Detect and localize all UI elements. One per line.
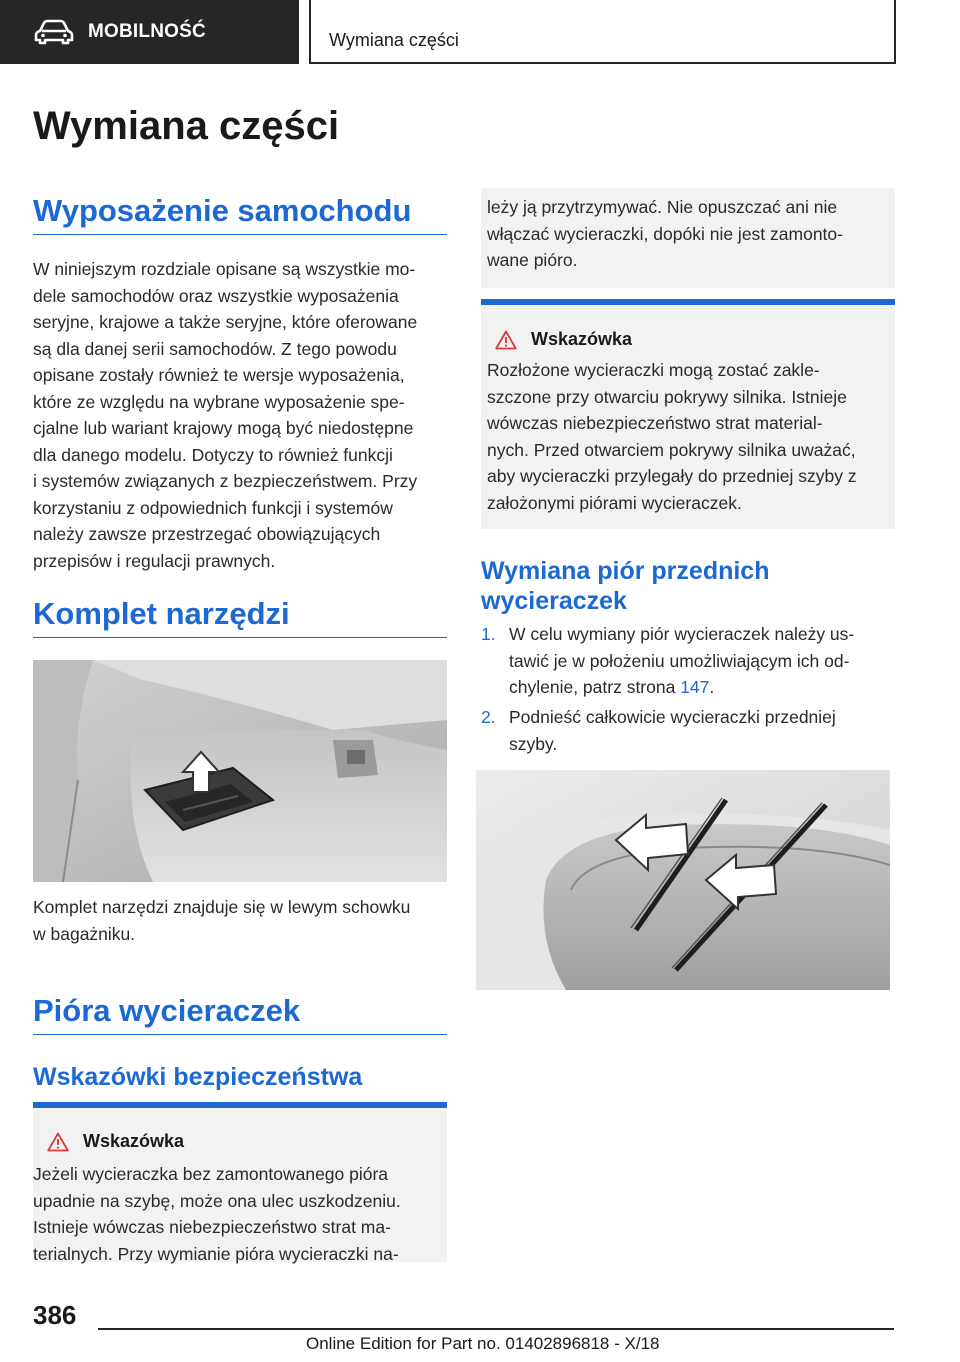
text-line: korzystaniu z odpowiednich funkcji i systemów bbox=[33, 497, 393, 518]
footer-rule bbox=[98, 1328, 894, 1330]
warning-label: Wskazówka bbox=[531, 329, 633, 349]
text-line: są dla danej serii samochodów. Z tego powodu bbox=[33, 338, 397, 359]
text-line: szyby. bbox=[509, 733, 558, 754]
text-line: przepisów i regulacji prawnych. bbox=[33, 550, 276, 571]
warning-box-bar bbox=[481, 299, 895, 305]
text-line: seryjne, krajowe a także seryjne, które oferowane bbox=[33, 312, 418, 332]
text-line: należy zawsze przestrzegać obowiązujących bbox=[33, 524, 381, 544]
warning-text bbox=[33, 1161, 447, 1267]
equipment-paragraph bbox=[33, 256, 453, 574]
header-chapter-tab bbox=[309, 0, 896, 64]
text-line: dele samochodów oraz wszystkie wyposażenia bbox=[33, 285, 399, 306]
text-line: leży ją przytrzymywać. Nie opuszczać ani nie bbox=[487, 197, 838, 217]
wiper-image bbox=[476, 770, 890, 990]
text-line: włączać wycieraczki, dopóki nie jest zamonto‐ bbox=[487, 223, 843, 244]
footer-edition: Online Edition for Part no. 01402896818 - X/18 bbox=[306, 1334, 660, 1353]
page-number: 386 bbox=[33, 1300, 77, 1330]
warning-triangle-icon bbox=[495, 330, 517, 350]
text-line: i systemów związanych z bezpieczeństwem. Przy bbox=[33, 471, 418, 491]
warning-box bbox=[481, 299, 895, 529]
heading-line: Wymiana piór przednich bbox=[481, 557, 770, 585]
text-line: tawić je w położeniu umożliwiającym ich od‐ bbox=[509, 650, 850, 671]
text-line bbox=[509, 674, 895, 701]
heading-replace-wipers bbox=[481, 556, 769, 616]
step-item bbox=[481, 704, 895, 757]
trunk-toolkit-image bbox=[33, 660, 447, 882]
car-icon bbox=[34, 19, 74, 45]
header-chapter-label: Wymiana części bbox=[329, 30, 459, 50]
text-line: opisane zostały również te wersje wyposażenia, bbox=[33, 365, 405, 385]
warning-triangle-icon bbox=[47, 1132, 69, 1152]
text-fragment: chylenie, patrz strona bbox=[509, 677, 681, 697]
step-number: 2. bbox=[481, 707, 496, 727]
text-line: W niniejszym rozdziale opisane są wszystkie mo‐ bbox=[33, 259, 416, 279]
heading-toolkit: Komplet narzędzi bbox=[33, 596, 290, 631]
step-item bbox=[481, 621, 895, 701]
text-line: Komplet narzędzi znajduje się w lewym schowku bbox=[33, 897, 411, 917]
toolkit-paragraph bbox=[33, 894, 453, 947]
warning-header bbox=[495, 329, 632, 350]
page-reference-link[interactable]: 147 bbox=[680, 677, 710, 697]
text-line: aby wycieraczki przylegały do przedniej szyby z bbox=[487, 466, 857, 486]
heading-wipers: Pióra wycieraczek bbox=[33, 993, 301, 1028]
text-line: wówczas niebezpieczeństwo strat material‐ bbox=[487, 413, 823, 433]
text-line: Rozłożone wycieraczki mogą zostać zakle‐ bbox=[487, 360, 820, 380]
warning-box-bar bbox=[33, 1102, 447, 1108]
warning-text bbox=[487, 194, 897, 274]
text-line: Istnieje wówczas niebezpieczeństwo strat ma‐ bbox=[33, 1217, 391, 1237]
warning-label: Wskazówka bbox=[83, 1131, 185, 1151]
text-line: szczone przy otwarciu pokrywy silnika. Istnieje bbox=[487, 386, 847, 407]
heading-line: wycieraczek bbox=[481, 587, 627, 615]
text-line: dla danego modelu. Dotyczy to również funkcji bbox=[33, 444, 393, 465]
text-line: wane pióro. bbox=[487, 250, 578, 270]
heading-rule bbox=[33, 637, 447, 638]
text-line: terialnych. Przy wymianie pióra wycieraczki na‐ bbox=[33, 1243, 399, 1264]
heading-rule bbox=[33, 234, 447, 235]
header-section-label: MOBILNOŚĆ bbox=[88, 21, 206, 42]
heading-equipment: Wyposażenie samochodu bbox=[33, 193, 412, 228]
text-line: które ze względu na wybrane wyposażenie spe‐ bbox=[33, 391, 405, 412]
text-fragment: . bbox=[709, 677, 715, 697]
header-section-tab bbox=[0, 0, 299, 64]
text-line: nych. Przed otwarciem pokrywy silnika uważać, bbox=[487, 439, 856, 460]
text-line: Jeżeli wycieraczka bez zamontowanego pióra bbox=[33, 1164, 389, 1184]
text-line: cjalne lub wariant krajowy mogą być niedostępne bbox=[33, 418, 414, 438]
text-line: W celu wymiany piór wycieraczek należy us‐ bbox=[509, 624, 855, 644]
text-line: w bagażniku. bbox=[33, 923, 136, 944]
warning-header bbox=[47, 1131, 184, 1152]
text-line: upadnie na szybę, może ona ulec uszkodzeniu. bbox=[33, 1190, 401, 1211]
text-line: założonymi piórami wycieraczek. bbox=[487, 492, 742, 513]
text-line: Podnieść całkowicie wycieraczki przedniej bbox=[509, 707, 836, 727]
heading-rule bbox=[33, 1034, 447, 1035]
warning-text bbox=[487, 357, 897, 516]
heading-safety: Wskazówki bezpieczeństwa bbox=[33, 1063, 363, 1091]
warning-box-continued bbox=[481, 188, 895, 288]
warning-box bbox=[33, 1102, 447, 1262]
page-title: Wymiana części bbox=[33, 104, 340, 148]
step-number: 1. bbox=[481, 624, 496, 644]
